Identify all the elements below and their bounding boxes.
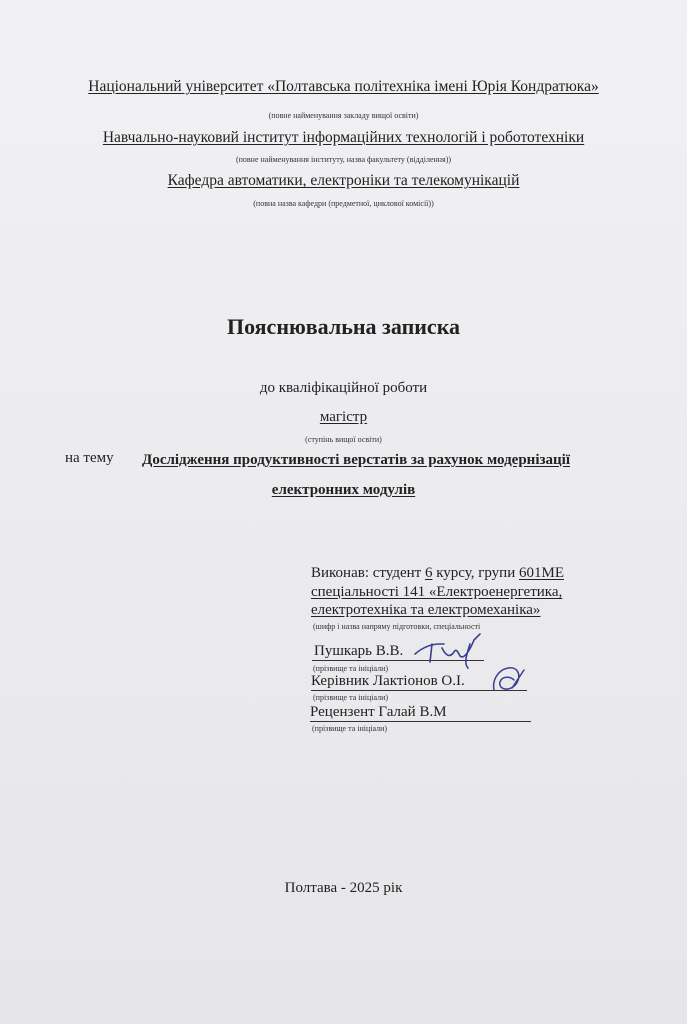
document-title: Пояснювальна записка [226,314,461,339]
author-prefix: Виконав: студент [311,565,425,581]
specialty-note: (шифр і назва напряму підготовки, спеціальності [313,622,481,631]
department-note: (повна назва кафедри (предметної, циклової комісії)) [253,199,434,208]
topic-label: на тему [65,450,114,466]
supervisor-signature-image [488,660,528,696]
degree-value: магістр [319,409,368,425]
institute-name: Навчально-науковий інститут інформаційних технологій і робототехніки [102,129,585,146]
author-mid: курсу, групи [432,565,519,581]
department-name: Кафедра автоматики, електроніки та телекомунікацій [167,172,520,189]
topic-line-2: електронних модулів [271,482,416,498]
institute-note: (повне найменування інституту, назва факультету (відділення)) [235,155,452,164]
specialty-line-2: електротехніка та електромеханіка» [311,602,541,618]
author-group: 601МЕ [518,565,564,581]
student-note: (прізвище та ініціали) [313,664,389,673]
specialty-line-1: спеціальності 141 «Електроенергетика, [311,584,563,600]
university-note: (повне найменування закладу вищої освіти) [268,111,419,120]
city-year: Полтава - 2025 рік [284,880,403,896]
degree-note: (ступінь вищої освіти) [305,435,382,444]
student-signature-image [410,630,490,670]
topic-line-1: Дослідження продуктивності верстатів за рахунок модернізації [142,452,570,468]
reviewer-signature-line [310,721,531,722]
university-name: Національний університет «Полтавська політехніка імені Юрія Кондратюка» [88,78,599,95]
author-course: 6 [424,565,433,581]
document-subtitle: до кваліфікаційної роботи [259,380,428,396]
student-name: Пушкарь В.В. [314,643,404,659]
supervisor-name: Керівник Лактіонов О.І. [311,673,465,689]
author-line [311,565,564,582]
reviewer-note: (прізвище та ініціали) [312,724,388,733]
reviewer-name: Рецензент Галай В.М [310,704,447,720]
supervisor-note: (прізвище та ініціали) [313,693,389,702]
